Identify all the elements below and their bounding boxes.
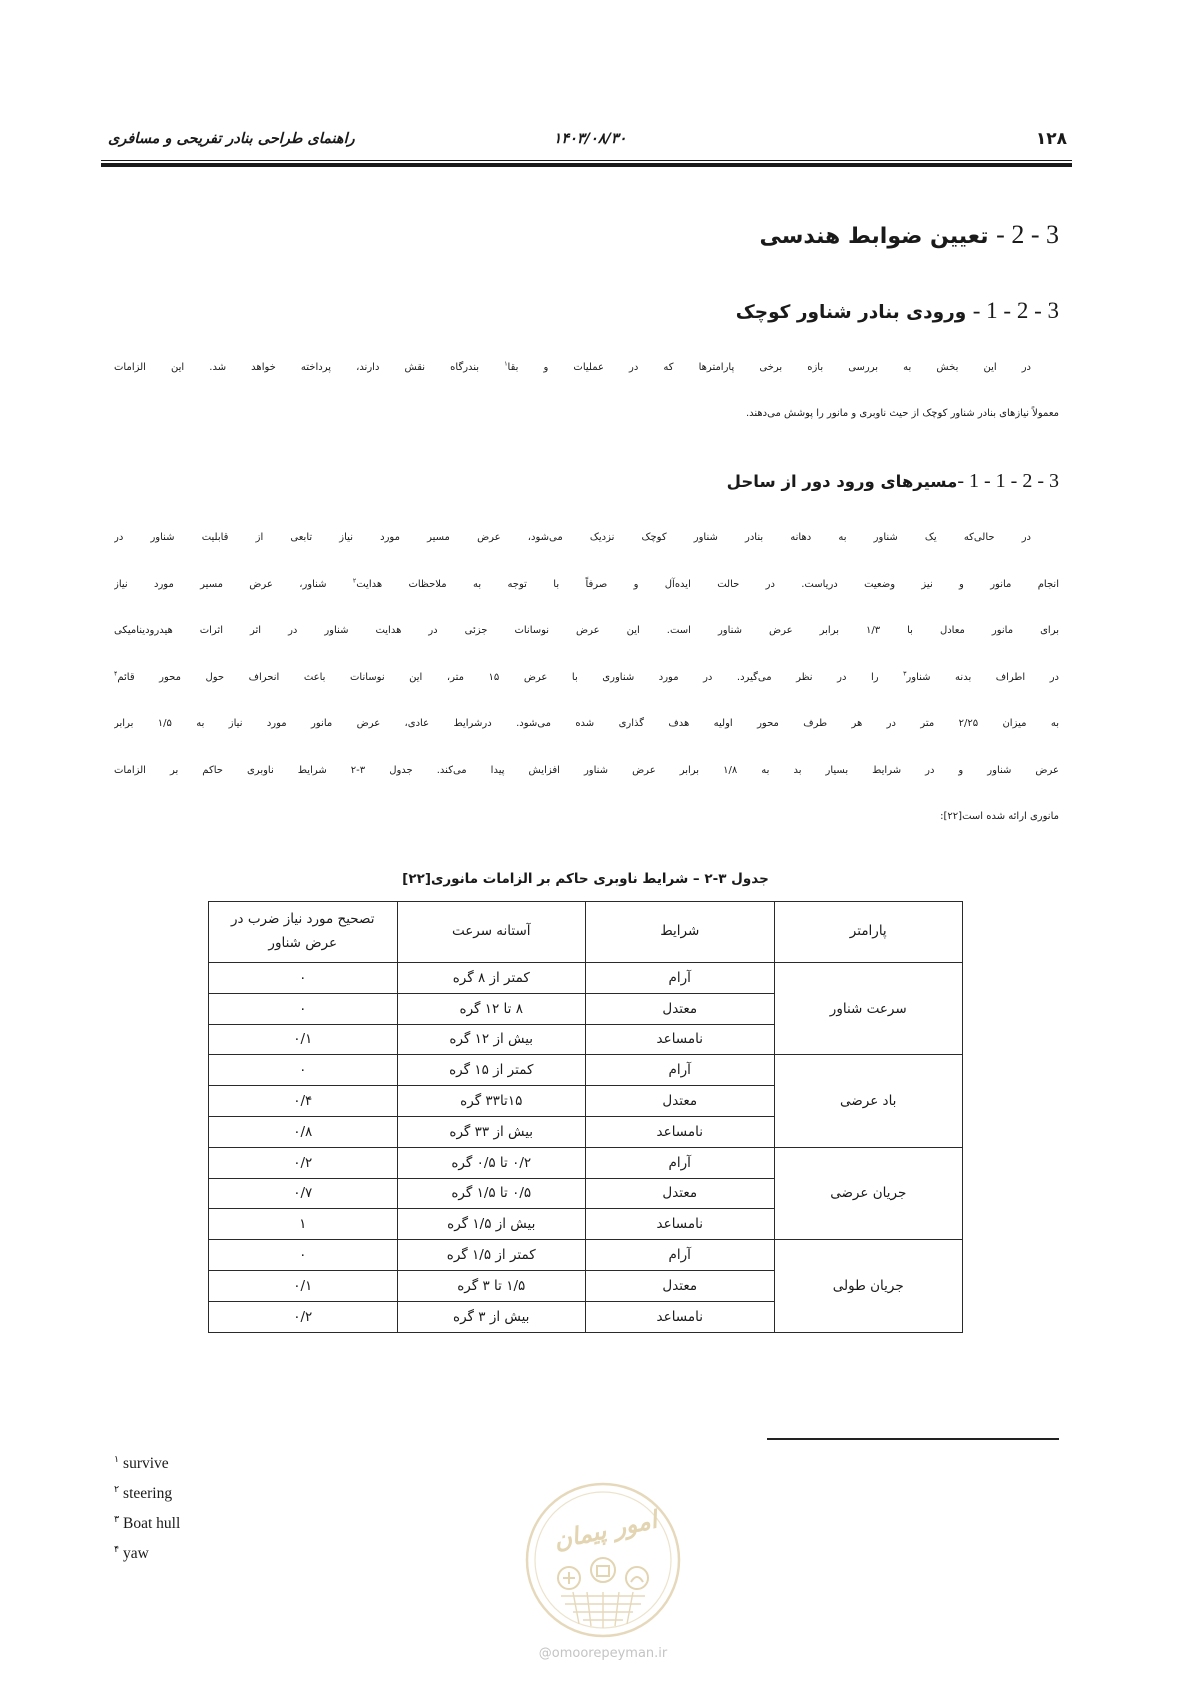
- speed-threshold-cell: کمتر از ۸ گره: [397, 963, 586, 994]
- paragraph-line: [114, 701, 1059, 748]
- running-header-title: راهنمای طراحی بنادر تفریحی و مسافری: [108, 131, 355, 147]
- condition-cell: آرام: [586, 1240, 775, 1271]
- offshore-paragraph: [114, 515, 1059, 841]
- table-row: [209, 1240, 963, 1271]
- footnote-ref: ۳: [903, 670, 907, 678]
- section-number: 3 - 2 -: [996, 220, 1059, 249]
- condition-cell: معتدل: [586, 1086, 775, 1117]
- condition-cell: معتدل: [586, 993, 775, 1024]
- speed-threshold-cell: ۰/۵ تا ۱/۵ گره: [397, 1178, 586, 1209]
- intro-paragraph: [114, 345, 1059, 437]
- building-emblem-icon: [591, 1558, 615, 1582]
- footnote-text: yaw: [123, 1545, 149, 1562]
- correction-cell: ۰/۲: [209, 1301, 398, 1332]
- paragraph-line: [114, 391, 1059, 437]
- correction-cell: ۰/۱: [209, 1024, 398, 1055]
- logo-lettering: امور پیمان: [551, 1505, 660, 1555]
- speed-threshold-cell: کمتر از ۱۵ گره: [397, 1055, 586, 1086]
- correction-cell: ۱: [209, 1209, 398, 1240]
- line-text: در این بخش به بررسی بازه برخی پارامترها که در عملیات و بقا: [507, 362, 1031, 373]
- parameter-cell: باد عرضی: [774, 1055, 963, 1147]
- running-header-date: ۱۴۰۳/۰۸/۳۰: [553, 131, 627, 147]
- correction-cell: ۰/۸: [209, 1116, 398, 1147]
- line-text: را در نظر می‌گیرد. در مورد شناوری با عرض ۱۵ متر، این نوسانات باعث انحراف حول محور قائم: [117, 671, 904, 683]
- paragraph-line: [114, 345, 1059, 391]
- line-text: انجام مانور و نیز وضعیت دریاست. در حالت ایده‌آل و صرفاً با توجه به ملاحظات هدایت: [356, 578, 1059, 590]
- condition-cell: نامساعد: [586, 1024, 775, 1055]
- paragraph-line: [114, 794, 1059, 841]
- correction-cell: ۰: [209, 963, 398, 994]
- header-condition: شرایط: [586, 902, 775, 963]
- condition-cell: معتدل: [586, 1178, 775, 1209]
- speed-threshold-cell: ۸ تا ۱۲ گره: [397, 993, 586, 1024]
- condition-cell: آرام: [586, 1147, 775, 1178]
- line-text: در اطراف بدنه شناور: [906, 671, 1059, 683]
- condition-cell: آرام: [586, 963, 775, 994]
- footnote-separator: [767, 1438, 1059, 1440]
- parameter-cell: سرعت شناور: [774, 963, 963, 1055]
- logo-grid: [561, 1592, 645, 1628]
- watermark-handle: @omoorepeyman.ir: [538, 1646, 668, 1661]
- line-text: برای مانور معادل با ۱/۳ برابر عرض شناور است. این عرض نوسانات جزئی در هدایت شناور در اثر اثرات هیدرودینامیکی: [114, 625, 1059, 636]
- navigation-conditions-table: [208, 901, 963, 1333]
- speed-threshold-cell: ۰/۲ تا ۰/۵ گره: [397, 1147, 586, 1178]
- header-parameter: پارامتر: [774, 902, 963, 963]
- correction-cell: ۰: [209, 993, 398, 1024]
- correction-cell: ۰/۱: [209, 1270, 398, 1301]
- section-title: تعیین ضوابط هندسی: [759, 224, 989, 249]
- header-speed-threshold: آستانه سرعت: [397, 902, 586, 963]
- condition-cell: نامساعد: [586, 1209, 775, 1240]
- line-text: به میزان ۲/۲۵ متر در هر طرف محور اولیه هدف گذاری شده می‌شود. درشرایط عادی، عرض مانور مورد نیاز به ۱/۵ برابر: [114, 718, 1059, 729]
- grid-vertical: [573, 1592, 633, 1628]
- paragraph-line: [114, 748, 1059, 795]
- condition-cell: نامساعد: [586, 1116, 775, 1147]
- line-text: مانوری ارائه شده است[۲۲]:: [940, 811, 1059, 822]
- speed-threshold-cell: بیش از ۳ گره: [397, 1301, 586, 1332]
- correction-cell: ۰/۲: [209, 1147, 398, 1178]
- speed-threshold-cell: کمتر از ۱/۵ گره: [397, 1240, 586, 1271]
- watermark-logo: [523, 1480, 683, 1640]
- paragraph-line: [114, 655, 1059, 702]
- footnote-text: steering: [123, 1485, 173, 1502]
- header-rule-thick: [101, 163, 1072, 167]
- section-heading: [114, 220, 1059, 250]
- line-text: معمولاً نیازهای بنادر شناور کوچک از حیث ناوبری و مانور را پوشش می‌دهند.: [745, 408, 1059, 419]
- page-number: ۱۲۸: [1035, 129, 1067, 149]
- correction-cell: ۰: [209, 1240, 398, 1271]
- speed-threshold-cell: بیش از ۱/۵ گره: [397, 1209, 586, 1240]
- line-text: بندرگاه نقش دارند، پرداخته خواهد شد. این الزامات: [114, 362, 505, 373]
- speed-threshold-cell: بیش از ۳۳ گره: [397, 1116, 586, 1147]
- footnote-marker: ۴: [114, 1543, 120, 1555]
- condition-cell: نامساعد: [586, 1301, 775, 1332]
- table-header-row: [209, 902, 963, 963]
- speed-threshold-cell: بیش از ۱۲ گره: [397, 1024, 586, 1055]
- footnote: [114, 1539, 180, 1569]
- table-caption: جدول ۳-۲ – شرایط ناوبری حاکم بر الزامات مانوری[۲۲]: [402, 871, 769, 887]
- correction-cell: ۰/۷: [209, 1178, 398, 1209]
- table-row: [209, 963, 963, 994]
- paragraph-line: [114, 562, 1059, 609]
- parameter-cell: جریان طولی: [774, 1240, 963, 1332]
- line-text: شناور، عرض مسیر مورد نیاز: [114, 578, 353, 590]
- footnote-ref: ۴: [114, 670, 118, 678]
- correction-cell: ۰/۴: [209, 1086, 398, 1117]
- paragraph-line: [114, 515, 1059, 562]
- header-correction: تصحیح مورد نیاز ضرب در عرض شناور: [209, 902, 398, 963]
- header-rule-thin: [101, 160, 1072, 161]
- subsection-heading: [114, 298, 1059, 324]
- footnote-text: Boat hull: [123, 1515, 181, 1532]
- footnotes: [114, 1449, 180, 1569]
- parameter-cell: جریان عرضی: [774, 1147, 963, 1239]
- condition-cell: معتدل: [586, 1270, 775, 1301]
- footnote: [114, 1509, 180, 1539]
- table-row: [209, 1147, 963, 1178]
- footnote: [114, 1449, 180, 1479]
- footnote-marker: ۲: [114, 1483, 120, 1495]
- paragraph-line: [114, 608, 1059, 655]
- subsection-title: ورودی بنادر شناور کوچک: [735, 302, 967, 323]
- line-text: عرض شناور و در شرایط بسیار بد به ۱/۸ برابر عرض شناور افزایش پیدا می‌کند. جدول ۳-۲ شرایط ناوبری حاکم بر الزامات: [114, 764, 1059, 776]
- table-row: [209, 1055, 963, 1086]
- subsubsection-number: 3 - 2 - 1 - 1 -: [957, 470, 1059, 492]
- footnote-ref: ۱: [504, 360, 508, 368]
- subsection-number: 3 - 2 - 1 -: [972, 298, 1059, 323]
- footnote-text: survive: [123, 1455, 169, 1472]
- line-text: در حالی‌که یک شناور به دهانه بنادر شناور کوچک نزدیک می‌شود، عرض مسیر مورد نیاز تابعی از قابلیت شناور در: [114, 532, 1031, 543]
- subsubsection-title: مسیرهای ورود دور از ساحل: [726, 472, 958, 491]
- footnote-marker: ۳: [114, 1513, 120, 1525]
- subsubsection-heading: [114, 470, 1059, 493]
- condition-cell: آرام: [586, 1055, 775, 1086]
- correction-cell: ۰: [209, 1055, 398, 1086]
- footnote-marker: ۱: [114, 1453, 120, 1465]
- footnote: [114, 1479, 180, 1509]
- logo-emblems: [558, 1558, 648, 1589]
- speed-threshold-cell: ۱۵تا۳۳ گره: [397, 1086, 586, 1117]
- footnote-ref: ۲: [352, 577, 357, 585]
- speed-threshold-cell: ۱/۵ تا ۳ گره: [397, 1270, 586, 1301]
